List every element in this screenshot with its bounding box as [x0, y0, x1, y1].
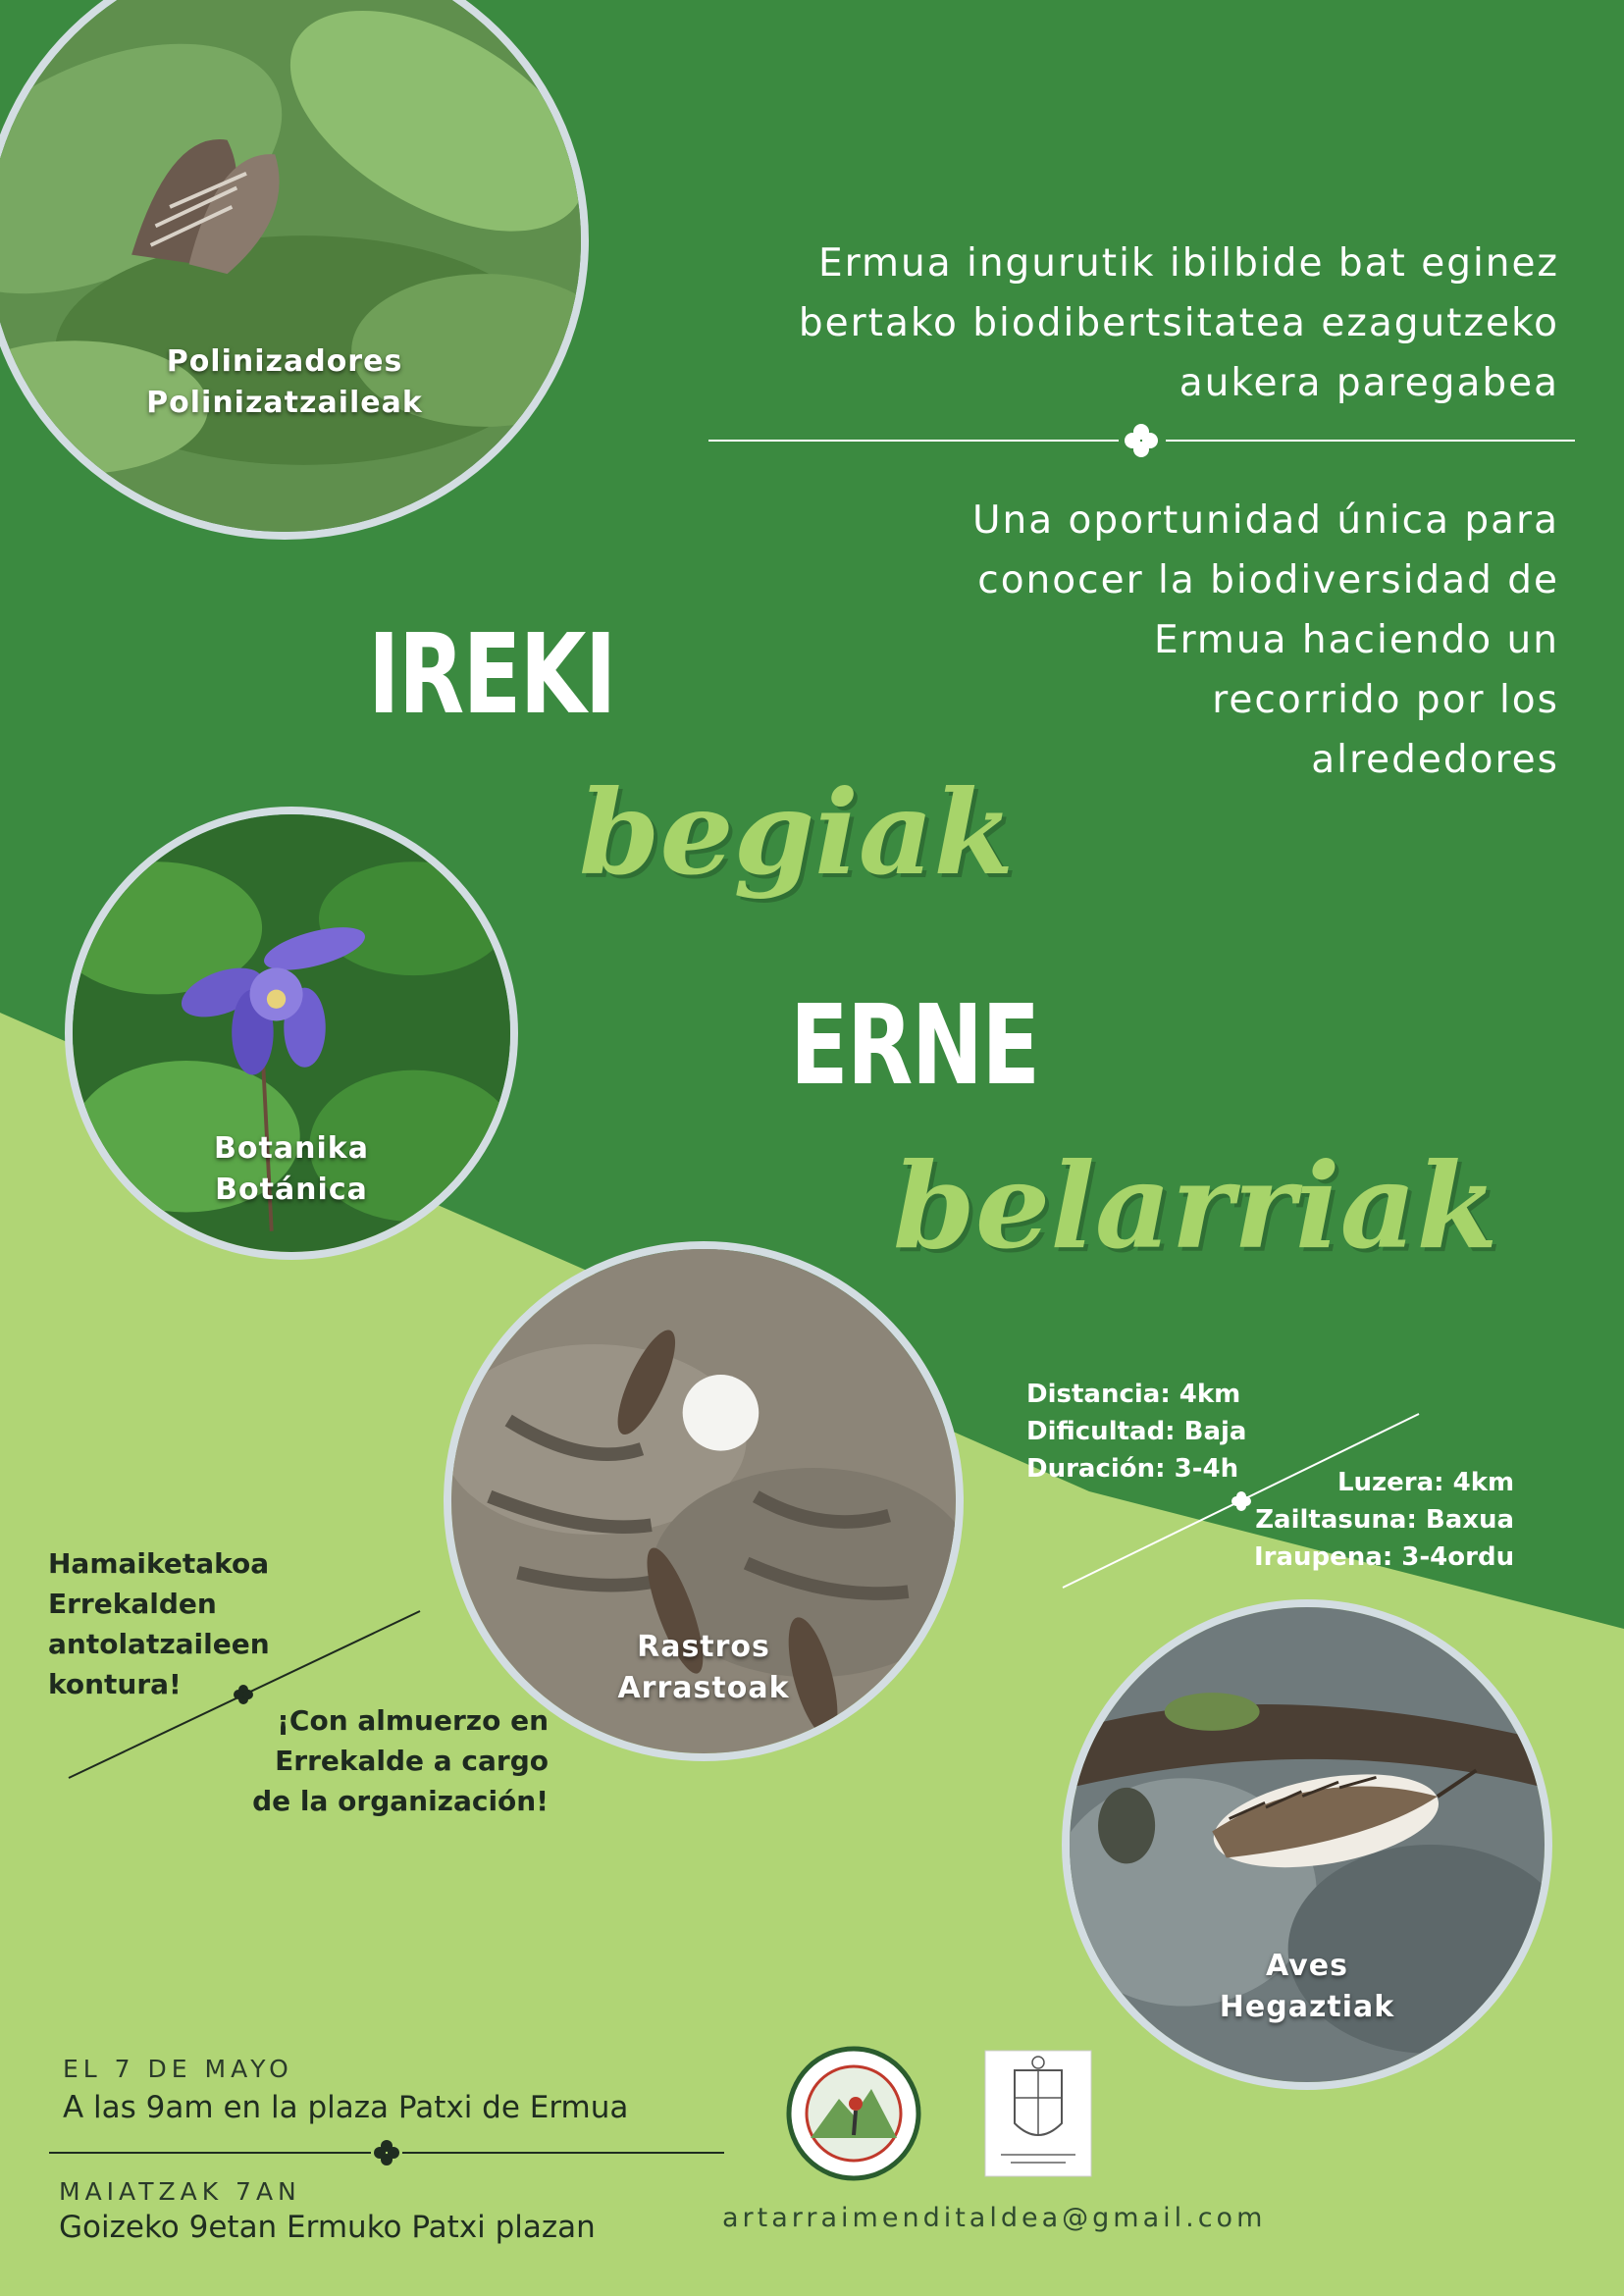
intro-es-line-3: Ermua haciendo un: [1153, 618, 1559, 662]
stats-eu-distance: Luzera: 4km: [1336, 1468, 1515, 1497]
title-begiak: begiak: [579, 764, 1015, 901]
intro-es-line-4: recorrido por los: [1212, 678, 1559, 722]
stats-basque: [1254, 1464, 1514, 1576]
tracks-label-es: Rastros: [637, 1630, 770, 1664]
tracks-photo: [444, 1241, 964, 1761]
pollinators-label-es: Polinizadores: [166, 344, 403, 379]
artarrai-club-logo: [785, 2045, 922, 2182]
lunch-eu-line-4: kontura!: [48, 1668, 182, 1700]
lunch-es-line-3: de la organización!: [252, 1785, 549, 1817]
title-belarriak: belarriak: [893, 1137, 1498, 1276]
ermua-council-logo: [983, 2049, 1093, 2178]
intro-basque: [799, 234, 1559, 413]
event-date-es: EL 7 DE MAYO: [63, 2055, 293, 2083]
lunch-basque: [48, 1543, 270, 1704]
intro-eu-line-2: bertako biodibertsitatea ezagutzeko: [798, 301, 1559, 345]
butterfly-image: [0, 0, 581, 532]
botany-photo: [65, 807, 518, 1260]
birds-photo: [1062, 1599, 1552, 2090]
stats-es-duration: Duración: 3-4h: [1026, 1454, 1239, 1484]
lunch-eu-line-2: Errekalden: [48, 1588, 217, 1620]
botany-label-eu: Botanika: [214, 1131, 369, 1166]
stats-es-distance: Distancia: 4km: [1026, 1380, 1241, 1409]
lunch-es-line-1: ¡Con almuerzo en: [277, 1704, 549, 1737]
intro-es-line-2: conocer la biodiversidad de: [977, 558, 1559, 602]
lunch-eu-line-3: antolatzaileen: [48, 1628, 270, 1660]
intro-eu-line-1: Ermua ingurutik ibilbide bat eginez: [818, 241, 1559, 286]
intro-eu-line-3: aukera paregabea: [1179, 361, 1559, 405]
lunch-spanish: [252, 1700, 549, 1821]
event-date-eu: MAIATZAK 7AN: [59, 2177, 301, 2206]
contact-email[interactable]: artarraimenditaldea@gmail.com: [722, 2203, 1267, 2233]
stats-spanish: [1026, 1376, 1246, 1487]
birds-label-es: Aves: [1266, 1949, 1348, 1983]
intro-es-line-1: Una oportunidad única para: [971, 498, 1559, 543]
event-place-es: A las 9am en la plaza Patxi de Ermua: [63, 2090, 629, 2125]
stats-es-difficulty: Dificultad: Baja: [1026, 1417, 1247, 1446]
botany-label-es: Botánica: [215, 1173, 368, 1207]
intro-es-line-5: alrededores: [1311, 738, 1559, 782]
lunch-eu-line-1: Hamaiketakoa: [48, 1547, 270, 1580]
event-place-eu: Goizeko 9etan Ermuko Patxi plazan: [59, 2210, 596, 2245]
birds-label-eu: Hegaztiak: [1219, 1990, 1395, 2024]
lunch-es-line-2: Errekalde a cargo: [275, 1745, 549, 1777]
pollinators-label-eu: Polinizatzaileak: [146, 386, 423, 420]
intro-spanish: [972, 491, 1559, 790]
title-ireki: IREKI: [368, 611, 615, 739]
title-erne: ERNE: [790, 982, 1039, 1110]
pollinators-photo: [0, 0, 589, 540]
tracks-label-eu: Arrastoak: [617, 1671, 790, 1705]
stats-eu-difficulty: Zailtasuna: Baxua: [1255, 1505, 1515, 1535]
stats-eu-duration: Iraupena: 3-4ordu: [1254, 1542, 1515, 1572]
